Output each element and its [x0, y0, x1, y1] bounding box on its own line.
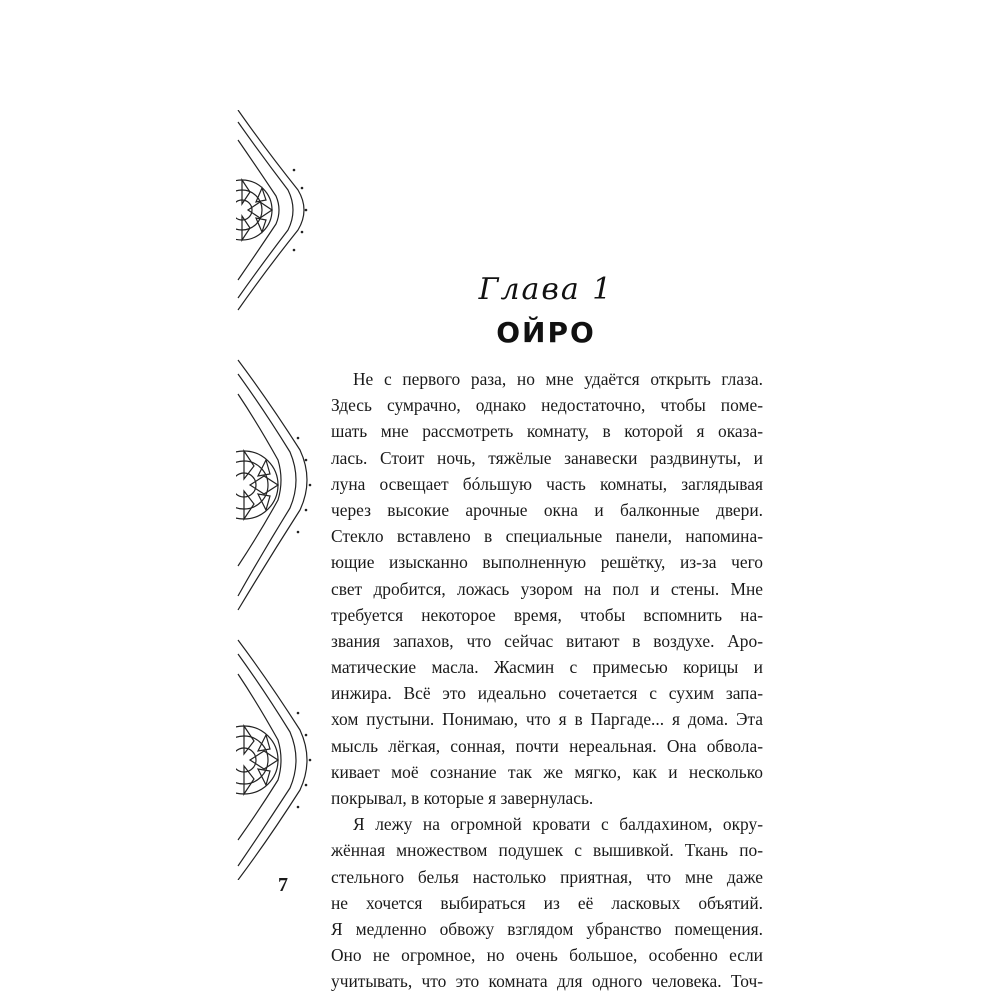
text-line: мысль лёгкая, сонная, почти нереальная. Она обвола- [331, 735, 763, 756]
chapter-heading: Глава 1 [478, 272, 614, 307]
text-line: покрывал, в которые я завернулась. [331, 788, 594, 808]
text-line: Здесь сумрачно, однако недостаточно, чтобы поме- [331, 395, 763, 416]
chapter-title: ОЙРО [496, 316, 596, 349]
text-line: свет дробится, ложась узором на пол и стены. Мне [331, 578, 763, 599]
mandala-ornament-border [236, 110, 316, 880]
mandala-bottom-icon [236, 640, 307, 880]
text-line: Я лежу на огромной кровати с балдахином, окру- [353, 814, 763, 835]
text-line: инжира. Всё это идеально сочетается с сухим запа- [331, 683, 763, 704]
text-line: лась. Стоит ночь, тяжёлые занавески раздвинуты, и [331, 447, 763, 468]
page-number: 7 [278, 874, 288, 896]
text-line: через высокие арочные окна и балконные двери. [331, 499, 763, 520]
text-line: Не с первого раза, но мне удаётся открыть глаза. [353, 369, 763, 389]
text-line: матические масла. Жасмин с примесью корицы и [331, 657, 763, 678]
text-line: луна освещает бóльшую часть комнаты, заглядывая [331, 473, 763, 494]
text-line: звания запахов, что сейчас витают в воздухе. Аро- [331, 630, 763, 651]
text-line: не хочется выбираться из её ласковых объятий. [331, 892, 763, 913]
text-line: стельного белья настолько приятная, что мне даже [331, 866, 763, 887]
text-line: требуется некоторое время, чтобы вспомнить на- [331, 604, 763, 625]
text-line: учитывать, что это комната для одного человека. Точ- [331, 971, 763, 992]
text-line: Стекло вставлено в специальные панели, напомина- [331, 526, 763, 547]
text-line: Я медленно обвожу взглядом убранство помещения. [331, 918, 763, 939]
text-line: шать мне рассмотреть комнату, в которой я оказа- [331, 421, 763, 442]
text-line: кивает моё сознание так же мягко, как и несколько [331, 761, 763, 782]
text-line: хом пустыни. Понимаю, что я в Паргаде... я дома. Эта [331, 709, 763, 730]
text-line: жённая множеством подушек с вышивкой. Ткань по- [331, 840, 763, 861]
mandala-top-icon [236, 110, 304, 310]
mandala-middle-icon [236, 360, 307, 610]
text-line: ющие изысканно выполненную решётку, из-за чего [331, 552, 763, 573]
text-line: Оно не огромное, но очень большое, особенно если [331, 945, 763, 966]
chapter-body-text [331, 366, 763, 995]
